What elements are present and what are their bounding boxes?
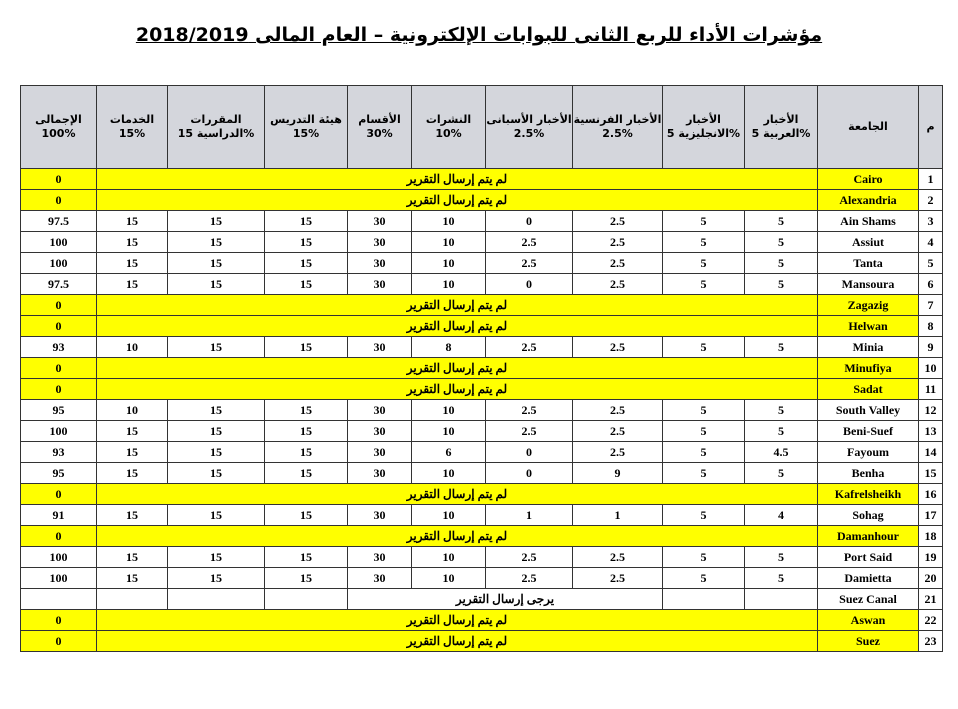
total-cell: 91 bbox=[21, 505, 97, 526]
index-cell: 17 bbox=[919, 505, 943, 526]
table-row bbox=[21, 211, 943, 232]
publications-cell: 10 bbox=[412, 211, 486, 232]
total-cell: 97.5 bbox=[21, 274, 97, 295]
news-en-cell: 5 bbox=[663, 337, 745, 358]
news-fr-cell: 2.5 bbox=[573, 232, 663, 253]
publications-cell: 6 bbox=[412, 442, 486, 463]
total-cell: 0 bbox=[21, 379, 97, 400]
departments-cell: 30 bbox=[348, 400, 412, 421]
news-en-cell: 5 bbox=[663, 421, 745, 442]
news-fr-cell: 2.5 bbox=[573, 274, 663, 295]
not-submitted-message: لم يتم إرسال التقرير bbox=[97, 631, 818, 652]
university-cell: Benha bbox=[818, 463, 919, 484]
university-cell: South Valley bbox=[818, 400, 919, 421]
services-cell: 15 bbox=[97, 505, 168, 526]
university-cell: Assiut bbox=[818, 232, 919, 253]
table-row bbox=[21, 589, 943, 610]
news-es-cell: 0 bbox=[486, 463, 573, 484]
empty-cell bbox=[663, 589, 745, 610]
courses-cell: 15 bbox=[168, 211, 265, 232]
university-cell: Aswan bbox=[818, 610, 919, 631]
news-es-cell: 1 bbox=[486, 505, 573, 526]
staff-cell: 15 bbox=[265, 211, 348, 232]
header-departments: الأقسام 30% bbox=[348, 86, 412, 169]
total-cell: 0 bbox=[21, 316, 97, 337]
departments-cell: 30 bbox=[348, 442, 412, 463]
news-en-cell: 5 bbox=[663, 568, 745, 589]
staff-cell: 15 bbox=[265, 442, 348, 463]
services-cell: 15 bbox=[97, 421, 168, 442]
publications-cell: 10 bbox=[412, 547, 486, 568]
not-submitted-message: لم يتم إرسال التقرير bbox=[97, 526, 818, 547]
table-row bbox=[21, 274, 943, 295]
news-en-cell: 5 bbox=[663, 505, 745, 526]
news-ar-cell: 4.5 bbox=[745, 442, 818, 463]
news-es-cell: 0 bbox=[486, 274, 573, 295]
empty-cell bbox=[745, 589, 818, 610]
news-ar-cell: 5 bbox=[745, 337, 818, 358]
index-cell: 19 bbox=[919, 547, 943, 568]
courses-cell: 15 bbox=[168, 421, 265, 442]
services-cell: 15 bbox=[97, 547, 168, 568]
services-cell: 10 bbox=[97, 337, 168, 358]
empty-cell bbox=[168, 589, 265, 610]
news-fr-cell: 1 bbox=[573, 505, 663, 526]
header-total: الإجمالى 100% bbox=[21, 86, 97, 169]
index-cell: 14 bbox=[919, 442, 943, 463]
index-cell: 10 bbox=[919, 358, 943, 379]
courses-cell: 15 bbox=[168, 547, 265, 568]
header-staff: هيئة التدريس 15% bbox=[265, 86, 348, 169]
index-cell: 4 bbox=[919, 232, 943, 253]
header-index: م bbox=[919, 86, 943, 169]
news-es-cell: 0 bbox=[486, 442, 573, 463]
departments-cell: 30 bbox=[348, 211, 412, 232]
publications-cell: 10 bbox=[412, 232, 486, 253]
university-cell: Sohag bbox=[818, 505, 919, 526]
departments-cell: 30 bbox=[348, 232, 412, 253]
not-submitted-message: لم يتم إرسال التقرير bbox=[97, 484, 818, 505]
staff-cell: 15 bbox=[265, 568, 348, 589]
total-cell: 100 bbox=[21, 232, 97, 253]
services-cell: 15 bbox=[97, 442, 168, 463]
publications-cell: 8 bbox=[412, 337, 486, 358]
courses-cell: 15 bbox=[168, 463, 265, 484]
news-fr-cell: 2.5 bbox=[573, 421, 663, 442]
university-cell: Ain Shams bbox=[818, 211, 919, 232]
performance-table bbox=[20, 85, 943, 652]
news-es-cell: 2.5 bbox=[486, 253, 573, 274]
total-cell: 0 bbox=[21, 190, 97, 211]
table-row bbox=[21, 610, 943, 631]
not-submitted-message: لم يتم إرسال التقرير bbox=[97, 316, 818, 337]
news-fr-cell: 2.5 bbox=[573, 253, 663, 274]
departments-cell: 30 bbox=[348, 547, 412, 568]
services-cell: 15 bbox=[97, 463, 168, 484]
header-services: الخدمات 15% bbox=[97, 86, 168, 169]
news-en-cell: 5 bbox=[663, 232, 745, 253]
table-row bbox=[21, 253, 943, 274]
table-row bbox=[21, 169, 943, 190]
staff-cell: 15 bbox=[265, 421, 348, 442]
news-ar-cell: 5 bbox=[745, 568, 818, 589]
table-row bbox=[21, 421, 943, 442]
index-cell: 23 bbox=[919, 631, 943, 652]
departments-cell: 30 bbox=[348, 253, 412, 274]
index-cell: 1 bbox=[919, 169, 943, 190]
news-en-cell: 5 bbox=[663, 274, 745, 295]
university-cell: Suez Canal bbox=[818, 589, 919, 610]
table-row bbox=[21, 526, 943, 547]
courses-cell: 15 bbox=[168, 253, 265, 274]
news-fr-cell: 2.5 bbox=[573, 211, 663, 232]
services-cell: 10 bbox=[97, 400, 168, 421]
news-fr-cell: 2.5 bbox=[573, 400, 663, 421]
news-en-cell: 5 bbox=[663, 211, 745, 232]
table-row bbox=[21, 379, 943, 400]
table-row bbox=[21, 631, 943, 652]
university-cell: Fayoum bbox=[818, 442, 919, 463]
news-fr-cell: 9 bbox=[573, 463, 663, 484]
news-en-cell: 5 bbox=[663, 442, 745, 463]
header-university: الجامعة bbox=[818, 86, 919, 169]
table-row bbox=[21, 337, 943, 358]
not-submitted-message: لم يتم إرسال التقرير bbox=[97, 358, 818, 379]
index-cell: 11 bbox=[919, 379, 943, 400]
departments-cell: 30 bbox=[348, 274, 412, 295]
not-submitted-message: لم يتم إرسال التقرير bbox=[97, 169, 818, 190]
services-cell: 15 bbox=[97, 253, 168, 274]
staff-cell: 15 bbox=[265, 547, 348, 568]
not-submitted-message: لم يتم إرسال التقرير bbox=[97, 610, 818, 631]
departments-cell: 30 bbox=[348, 421, 412, 442]
total-cell: 97.5 bbox=[21, 211, 97, 232]
university-cell: Minufiya bbox=[818, 358, 919, 379]
news-ar-cell: 5 bbox=[745, 463, 818, 484]
services-cell: 15 bbox=[97, 232, 168, 253]
university-cell: Tanta bbox=[818, 253, 919, 274]
university-cell: Damanhour bbox=[818, 526, 919, 547]
news-en-cell: 5 bbox=[663, 253, 745, 274]
university-cell: Helwan bbox=[818, 316, 919, 337]
staff-cell: 15 bbox=[265, 400, 348, 421]
news-ar-cell: 5 bbox=[745, 400, 818, 421]
header-news-es: الأخبار الأسبانى 2.5% bbox=[486, 86, 573, 169]
departments-cell: 30 bbox=[348, 568, 412, 589]
news-es-cell: 2.5 bbox=[486, 337, 573, 358]
university-cell: Kafrelsheikh bbox=[818, 484, 919, 505]
header-row bbox=[21, 86, 943, 169]
university-cell: Beni-Suef bbox=[818, 421, 919, 442]
publications-cell: 10 bbox=[412, 274, 486, 295]
news-ar-cell: 4 bbox=[745, 505, 818, 526]
total-cell: 0 bbox=[21, 484, 97, 505]
news-ar-cell: 5 bbox=[745, 421, 818, 442]
index-cell: 15 bbox=[919, 463, 943, 484]
total-cell: 100 bbox=[21, 421, 97, 442]
not-submitted-message: لم يتم إرسال التقرير bbox=[97, 295, 818, 316]
table-row bbox=[21, 505, 943, 526]
publications-cell: 10 bbox=[412, 505, 486, 526]
header-news-en: الأخبار الانجليزية 5% bbox=[663, 86, 745, 169]
total-cell: 100 bbox=[21, 547, 97, 568]
university-cell: Mansoura bbox=[818, 274, 919, 295]
table-row bbox=[21, 484, 943, 505]
university-cell: Port Said bbox=[818, 547, 919, 568]
index-cell: 13 bbox=[919, 421, 943, 442]
publications-cell: 10 bbox=[412, 463, 486, 484]
news-ar-cell: 5 bbox=[745, 253, 818, 274]
news-fr-cell: 2.5 bbox=[573, 442, 663, 463]
staff-cell: 15 bbox=[265, 463, 348, 484]
university-cell: Cairo bbox=[818, 169, 919, 190]
staff-cell: 15 bbox=[265, 232, 348, 253]
total-cell: 0 bbox=[21, 169, 97, 190]
total-cell: 93 bbox=[21, 337, 97, 358]
page-title: مؤشرات الأداء للربع الثانى للبوابات الإلكترونية – العام المالى 2018/2019 bbox=[135, 24, 823, 46]
courses-cell: 15 bbox=[168, 232, 265, 253]
header-news-fr: الأخبار الفرنسية 2.5% bbox=[573, 86, 663, 169]
table-row bbox=[21, 568, 943, 589]
total-cell bbox=[21, 589, 97, 610]
index-cell: 8 bbox=[919, 316, 943, 337]
departments-cell: 30 bbox=[348, 505, 412, 526]
staff-cell: 15 bbox=[265, 337, 348, 358]
news-fr-cell: 2.5 bbox=[573, 568, 663, 589]
header-publications: النشرات 10% bbox=[412, 86, 486, 169]
courses-cell: 15 bbox=[168, 337, 265, 358]
departments-cell: 30 bbox=[348, 463, 412, 484]
news-es-cell: 2.5 bbox=[486, 232, 573, 253]
services-cell: 15 bbox=[97, 211, 168, 232]
services-cell: 15 bbox=[97, 568, 168, 589]
news-fr-cell: 2.5 bbox=[573, 337, 663, 358]
total-cell: 95 bbox=[21, 463, 97, 484]
index-cell: 9 bbox=[919, 337, 943, 358]
courses-cell: 15 bbox=[168, 274, 265, 295]
news-es-cell: 0 bbox=[486, 211, 573, 232]
index-cell: 22 bbox=[919, 610, 943, 631]
empty-cell bbox=[97, 589, 168, 610]
total-cell: 0 bbox=[21, 631, 97, 652]
staff-cell: 15 bbox=[265, 274, 348, 295]
table-row bbox=[21, 295, 943, 316]
table-row bbox=[21, 358, 943, 379]
table-row bbox=[21, 463, 943, 484]
staff-cell: 15 bbox=[265, 253, 348, 274]
index-cell: 16 bbox=[919, 484, 943, 505]
courses-cell: 15 bbox=[168, 442, 265, 463]
header-courses: المقررات الدراسية 15% bbox=[168, 86, 265, 169]
news-es-cell: 2.5 bbox=[486, 547, 573, 568]
publications-cell: 10 bbox=[412, 568, 486, 589]
table-body bbox=[21, 169, 943, 652]
index-cell: 7 bbox=[919, 295, 943, 316]
total-cell: 0 bbox=[21, 358, 97, 379]
table-row bbox=[21, 400, 943, 421]
header-news-ar: الأخبار العربية 5% bbox=[745, 86, 818, 169]
courses-cell: 15 bbox=[168, 505, 265, 526]
total-cell: 100 bbox=[21, 568, 97, 589]
table-row bbox=[21, 547, 943, 568]
table-row bbox=[21, 442, 943, 463]
news-ar-cell: 5 bbox=[745, 211, 818, 232]
courses-cell: 15 bbox=[168, 568, 265, 589]
news-es-cell: 2.5 bbox=[486, 400, 573, 421]
university-cell: Minia bbox=[818, 337, 919, 358]
news-ar-cell: 5 bbox=[745, 232, 818, 253]
total-cell: 95 bbox=[21, 400, 97, 421]
index-cell: 18 bbox=[919, 526, 943, 547]
staff-cell: 15 bbox=[265, 505, 348, 526]
not-submitted-message: لم يتم إرسال التقرير bbox=[97, 379, 818, 400]
total-cell: 0 bbox=[21, 295, 97, 316]
total-cell: 0 bbox=[21, 610, 97, 631]
university-cell: Damietta bbox=[818, 568, 919, 589]
university-cell: Alexandria bbox=[818, 190, 919, 211]
empty-cell bbox=[265, 589, 348, 610]
publications-cell: 10 bbox=[412, 253, 486, 274]
news-fr-cell: 2.5 bbox=[573, 547, 663, 568]
courses-cell: 15 bbox=[168, 400, 265, 421]
news-es-cell: 2.5 bbox=[486, 568, 573, 589]
pending-message: يرجى إرسال التقرير bbox=[348, 589, 663, 610]
table-row bbox=[21, 232, 943, 253]
index-cell: 20 bbox=[919, 568, 943, 589]
index-cell: 6 bbox=[919, 274, 943, 295]
news-ar-cell: 5 bbox=[745, 274, 818, 295]
news-en-cell: 5 bbox=[663, 463, 745, 484]
table-row bbox=[21, 316, 943, 337]
index-cell: 12 bbox=[919, 400, 943, 421]
news-en-cell: 5 bbox=[663, 547, 745, 568]
university-cell: Sadat bbox=[818, 379, 919, 400]
total-cell: 0 bbox=[21, 526, 97, 547]
news-ar-cell: 5 bbox=[745, 547, 818, 568]
services-cell: 15 bbox=[97, 274, 168, 295]
publications-cell: 10 bbox=[412, 421, 486, 442]
total-cell: 100 bbox=[21, 253, 97, 274]
index-cell: 3 bbox=[919, 211, 943, 232]
index-cell: 2 bbox=[919, 190, 943, 211]
news-en-cell: 5 bbox=[663, 400, 745, 421]
index-cell: 5 bbox=[919, 253, 943, 274]
index-cell: 21 bbox=[919, 589, 943, 610]
not-submitted-message: لم يتم إرسال التقرير bbox=[97, 190, 818, 211]
university-cell: Zagazig bbox=[818, 295, 919, 316]
publications-cell: 10 bbox=[412, 400, 486, 421]
departments-cell: 30 bbox=[348, 337, 412, 358]
table-row bbox=[21, 190, 943, 211]
total-cell: 93 bbox=[21, 442, 97, 463]
university-cell: Suez bbox=[818, 631, 919, 652]
news-es-cell: 2.5 bbox=[486, 421, 573, 442]
